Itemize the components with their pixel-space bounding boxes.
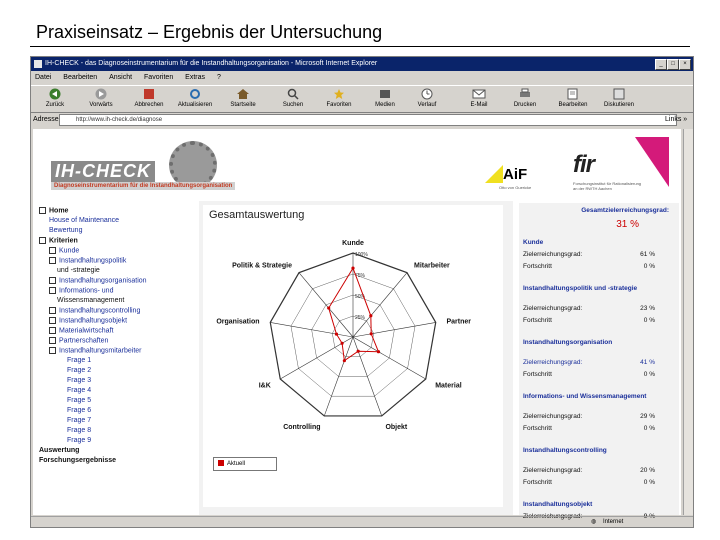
slide-title: Praxiseinsatz – Ergebnis der Untersuchung [36, 22, 383, 42]
results-panel [519, 203, 679, 520]
result-label: Fortschritt [523, 263, 552, 270]
nav-item-label: Frage 9 [67, 437, 92, 444]
edit-button[interactable]: Bearbeiten [551, 88, 595, 108]
result-group-heading: Informations- und Wissensmanagement [523, 393, 647, 400]
aif-logo: AiF Otto von Guericke [485, 165, 545, 191]
tree-box-icon [49, 307, 56, 314]
result-row [523, 425, 655, 432]
result-label: Zielerreichungsgrad: [523, 251, 583, 258]
radar-spoke [353, 337, 426, 379]
result-value: 23 % [640, 305, 655, 312]
nav-item-label: Kriterien [49, 237, 78, 245]
nav-item[interactable] [49, 307, 140, 314]
globe-icon: ◍ [591, 519, 597, 525]
nav-item-label: Frage 1 [67, 357, 92, 364]
radar-axis-label: Partner [446, 318, 471, 326]
nav-item[interactable] [67, 397, 91, 404]
nav-item-label: Kunde [59, 247, 80, 255]
radar-tick-label: 75% [355, 273, 366, 279]
result-label: Zielerreichungsgrad: [523, 413, 583, 420]
radar-spoke [270, 322, 353, 337]
radar-data-point [369, 314, 372, 317]
nav-item-label: Instandhaltungsorganisation [59, 277, 147, 285]
logo-tagline: Diagnoseinstrumentarium für die Instandhaltungsorganisation [51, 182, 235, 190]
nav-item[interactable] [49, 277, 147, 284]
nav-item-label: Frage 5 [67, 397, 92, 404]
menu-bearbeiten[interactable]: Bearbeiten [63, 74, 98, 81]
menu-ansicht[interactable]: Ansicht [109, 74, 133, 81]
radar-axis-label: I&K [258, 382, 271, 390]
page-content [33, 129, 681, 520]
radar-chart [203, 221, 503, 471]
nav-item-label: Frage 8 [67, 427, 92, 434]
media-button[interactable]: Medien [363, 88, 407, 108]
result-label: Zielerreichungsgrad: [523, 467, 583, 474]
result-value: 0 % [643, 479, 655, 486]
result-group-heading: Kunde [523, 239, 544, 246]
nav-item-label: Wissensmanagement [57, 297, 125, 304]
chart-legend [213, 457, 277, 471]
mail-button[interactable]: E-Mail [457, 88, 501, 108]
nav-item[interactable] [39, 207, 68, 214]
address-input[interactable]: http://www.ih-check.de/diagnose [59, 114, 677, 126]
nav-item-label: Frage 4 [67, 387, 92, 394]
legend-label: Aktuell [227, 461, 246, 467]
nav-item[interactable] [57, 297, 124, 304]
radar-axis-label: Objekt [385, 424, 408, 432]
mail-icon [472, 88, 486, 100]
nav-item-label: Materialwirtschaft [59, 327, 114, 335]
home-button[interactable]: Startseite [221, 88, 265, 108]
result-row [523, 371, 655, 378]
radar-axis-label: Organisation [216, 318, 260, 326]
nav-item[interactable] [67, 407, 91, 414]
result-value: 0 % [643, 425, 655, 432]
result-row [523, 359, 655, 366]
nav-item-label: Frage 7 [67, 417, 92, 424]
address-label: Adresse [33, 116, 59, 123]
back-arrow-icon [48, 88, 62, 100]
result-row [523, 317, 655, 324]
star-icon [332, 88, 346, 100]
close-button[interactable]: × [679, 59, 691, 70]
minimize-button[interactable]: _ [655, 59, 667, 70]
nav-item-label: Forschungsergebnisse [39, 457, 117, 464]
radar-data-point [357, 350, 360, 353]
nav-item-label: Partnerschaften [59, 337, 109, 345]
nav-item-label: Frage 2 [67, 367, 92, 374]
history-icon [420, 88, 434, 100]
radar-axis-label: Material [435, 382, 462, 390]
radar-data-point [370, 332, 373, 335]
nav-item[interactable] [67, 377, 91, 384]
tree-box-icon [49, 337, 56, 344]
vertical-scrollbar[interactable] [683, 129, 693, 515]
overall-label: Gesamtzielerreichungsgrad: [581, 207, 669, 214]
result-value: 0 % [643, 263, 655, 270]
media-icon [378, 88, 392, 100]
chart-panel [199, 201, 513, 515]
tree-box-icon [39, 207, 46, 214]
nav-item-label: Instandhaltungspolitik [59, 257, 127, 265]
search-icon [286, 88, 300, 100]
nav-item[interactable] [49, 327, 113, 334]
result-row [523, 467, 655, 474]
nav-item[interactable] [49, 227, 82, 234]
toolbar [31, 85, 693, 113]
fir-shape-icon [635, 137, 669, 187]
radar-data-point [351, 267, 354, 270]
menu-help[interactable]: ? [216, 74, 221, 81]
nav-item[interactable] [39, 447, 79, 454]
result-row [523, 479, 655, 486]
menu-extras[interactable]: Extras [185, 74, 206, 81]
menu-bar [31, 71, 693, 84]
result-row [523, 413, 655, 420]
radar-tick-label: 50% [355, 294, 366, 300]
radar-data-point [377, 350, 380, 353]
refresh-icon [188, 88, 202, 100]
radar-data-point [340, 342, 343, 345]
result-row [523, 263, 655, 270]
nav-item[interactable] [49, 337, 108, 344]
result-row [523, 251, 655, 258]
result-label: Fortschritt [523, 371, 552, 378]
nav-item[interactable] [67, 427, 91, 434]
nav-item-label: Instandhaltungscontrolling [59, 307, 141, 315]
ih-check-logo: IH-CHECK [51, 161, 155, 182]
result-group-heading: Instandhaltungsorganisation [523, 339, 613, 346]
favorites-button[interactable]: Favoriten [317, 88, 361, 108]
window-titlebar [31, 57, 693, 71]
edit-icon [566, 88, 580, 100]
result-value: 9 % [643, 513, 655, 520]
refresh-button[interactable]: Aktualisieren [173, 88, 217, 108]
nav-item-label: Frage 6 [67, 407, 92, 414]
result-value: 41 % [640, 359, 655, 366]
result-label: Fortschritt [523, 479, 552, 486]
title-divider [30, 46, 690, 47]
discuss-button[interactable]: Diskutieren [597, 88, 641, 108]
radar-axis-label: Politik & Strategie [232, 262, 292, 270]
nav-item-label: House of Maintenance [49, 217, 120, 224]
menu-favoriten[interactable]: Favoriten [144, 74, 174, 81]
result-label: Fortschritt [523, 317, 552, 324]
nav-item-label: Auswertung [39, 447, 80, 454]
nav-item-label: und -strategie [57, 267, 100, 274]
address-bar [31, 113, 693, 127]
nav-item-label: Frage 3 [67, 377, 92, 384]
chart-title: Gesamtauswertung [209, 209, 305, 221]
tree-box-icon [49, 287, 56, 294]
radar-tick-label: 25% [355, 315, 366, 321]
chart-area [203, 205, 503, 507]
tree-box-icon [49, 257, 56, 264]
radar-spoke [353, 273, 407, 337]
result-value: 0 % [643, 317, 655, 324]
forward-arrow-icon [94, 88, 108, 100]
ie-icon [34, 60, 42, 68]
result-value: 29 % [640, 413, 655, 420]
history-button[interactable]: Verlauf [405, 88, 449, 108]
tree-box-icon [49, 347, 56, 354]
window-title: IH-CHECK - das Diagnoseinstrumentarium für die Instandhaltungsorganisation - Microsoft Internet Explorer [45, 60, 378, 67]
nav-item[interactable] [67, 437, 91, 444]
stop-button[interactable]: Abbrechen [127, 88, 171, 108]
aif-triangle-icon [485, 165, 503, 183]
fir-logo: fir Forschungsinstitut für Rationalisierung an der RWTH Aachen [573, 137, 669, 193]
result-group-heading: Instandhaltungscontrolling [523, 447, 607, 454]
menu-datei[interactable]: Datei [35, 74, 52, 81]
result-value: 0 % [643, 371, 655, 378]
result-label: Fortschritt [523, 425, 552, 432]
zone-label: Internet [603, 519, 624, 525]
back-button[interactable]: Zurück [33, 88, 77, 108]
nav-item[interactable] [67, 367, 91, 374]
nav-item[interactable] [57, 267, 100, 274]
radar-spoke [353, 322, 436, 337]
nav-item-label: Bewertung [49, 227, 83, 234]
maximize-button[interactable]: □ [667, 59, 679, 70]
nav-item[interactable] [49, 257, 126, 264]
print-button[interactable]: Drucken [503, 88, 547, 108]
discuss-icon [612, 88, 626, 100]
home-icon [236, 88, 250, 100]
result-group-heading: Instandhaltungsobjekt [523, 501, 593, 508]
stop-icon [142, 88, 156, 100]
nav-item[interactable] [49, 217, 119, 224]
result-label: Zielerreichungsgrad: [523, 359, 583, 366]
result-label: Zielerreichungsgrad: [523, 305, 583, 312]
tree-box-icon [49, 247, 56, 254]
overall-value: 31 % [616, 219, 639, 230]
nav-item-label: Instandhaltungsobjekt [59, 317, 128, 325]
tree-box-icon [49, 317, 56, 324]
legend-swatch [218, 460, 224, 466]
nav-item[interactable] [67, 387, 91, 394]
radar-tick-label: 100% [355, 252, 368, 258]
nav-item-label: Instandhaltungsmitarbeiter [59, 347, 142, 355]
nav-item[interactable] [67, 357, 91, 364]
nav-item[interactable] [49, 347, 142, 354]
browser-window [30, 56, 694, 528]
nav-item[interactable] [39, 237, 78, 244]
tree-box-icon [39, 237, 46, 244]
radar-data-point [327, 306, 330, 309]
status-bar [31, 516, 693, 528]
links-label[interactable]: Links » [665, 116, 688, 123]
nav-item[interactable] [49, 317, 127, 324]
nav-item-label: Home [49, 207, 69, 215]
result-value: 61 % [640, 251, 655, 258]
radar-axis-label: Controlling [283, 424, 321, 432]
result-row [523, 305, 655, 312]
result-value: 20 % [640, 467, 655, 474]
radar-axis-label: Kunde [342, 240, 364, 248]
forward-button[interactable]: Vorwärts [79, 88, 123, 108]
result-group-heading: Instandhaltungspolitik und -strategie [523, 285, 638, 292]
radar-data-point [343, 359, 346, 362]
radar-data-point [335, 332, 338, 335]
result-label: Zielerreichungsgrad: [523, 513, 583, 520]
tree-box-icon [49, 327, 56, 334]
search-button[interactable]: Suchen [271, 88, 315, 108]
nav-item[interactable] [39, 457, 116, 464]
nav-item-label: Informations- und [59, 287, 114, 295]
printer-icon [518, 88, 532, 100]
nav-item[interactable] [49, 247, 79, 254]
radar-axis-label: Mitarbeiter [414, 262, 450, 270]
nav-item[interactable] [67, 417, 91, 424]
tree-box-icon [49, 277, 56, 284]
nav-item[interactable] [49, 287, 113, 294]
